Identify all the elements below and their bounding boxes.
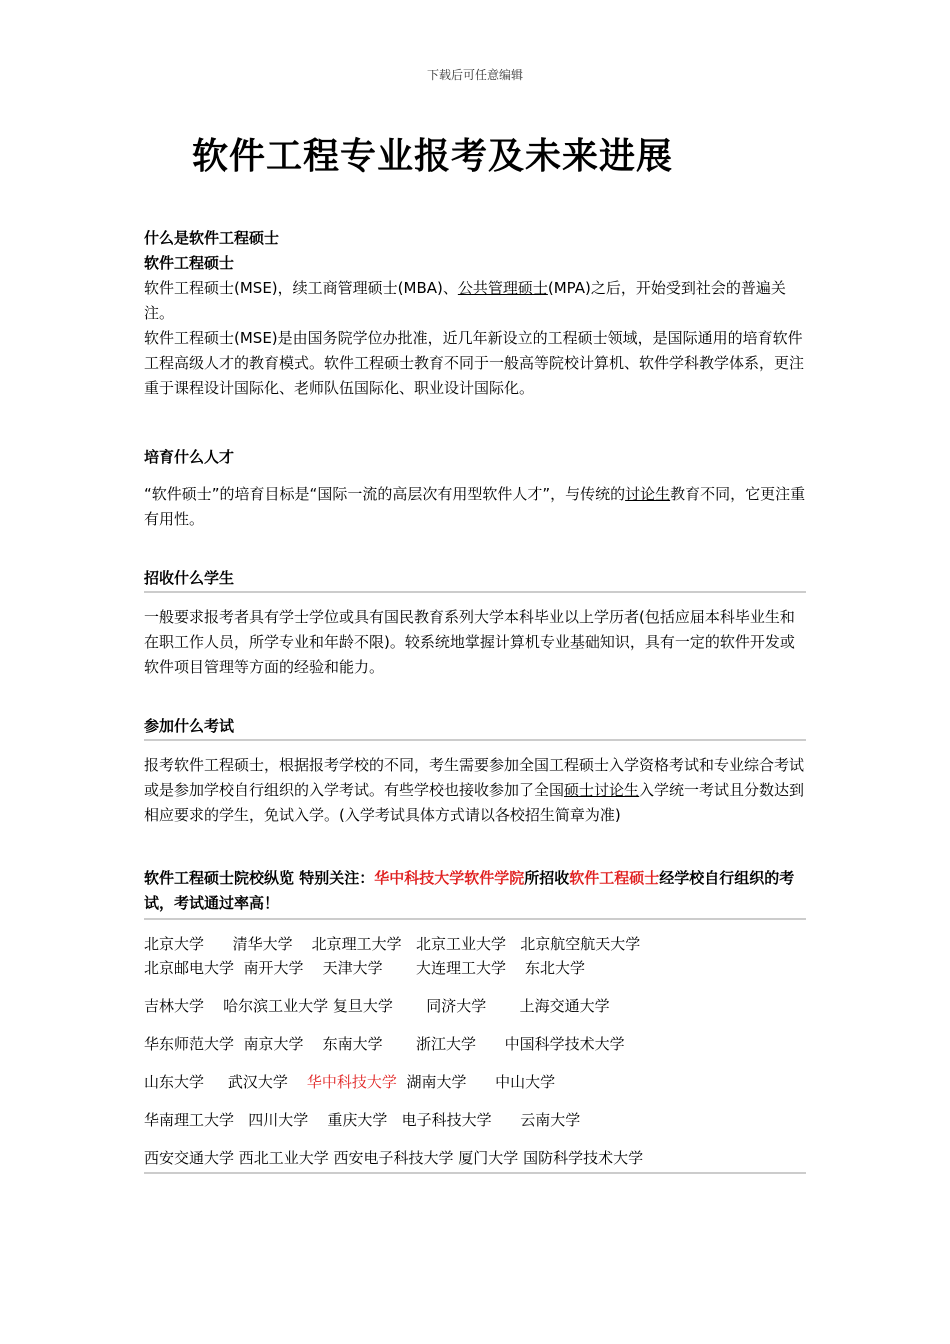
link-master-graduate[interactable]: 硕士讨论生 — [564, 781, 640, 799]
schools-heading-hust: 华中科技大学软件学院 — [374, 869, 525, 887]
school-row-5-b: 湖南大学 中山大学 — [396, 1073, 556, 1091]
school-row-7: 西安交通大学 西北工业大学 西安电子科技大学 厦门大学 国防科学技术大学 — [144, 1146, 806, 1174]
talent-text-a: “软件硕士”的培育目标是“国际一流的高层次有用型软件人才”，与传统的 — [144, 485, 626, 503]
section-heading-schools — [144, 866, 806, 920]
link-graduate-student[interactable]: 讨论生 — [625, 485, 671, 503]
exam-paragraph — [144, 753, 806, 828]
intro-paragraph — [144, 276, 806, 326]
school-row-6: 华南理工大学 四川大学 重庆大学 电子科技大学 云南大学 — [144, 1111, 581, 1129]
school-row-1: 北京大学 清华大学 北京理工大学 北京工业大学 北京航空航天大学 — [144, 935, 641, 953]
schools-heading-mse: 软件工程硕士 — [569, 869, 660, 887]
intro-text-b: (MPA)之后，开始受到社会的普遍关注。 — [144, 279, 786, 322]
section-heading-exam: 参加什么考试 — [144, 714, 806, 741]
section-heading-what-is-mse: 什么是软件工程硕士 — [144, 229, 280, 247]
talent-text-b: 教育不同，它更注重有用性。 — [144, 485, 806, 528]
students-paragraph: 一般要求报考者具有学士学位或具有国民教育系列大学本科毕业以上学历者(包括应届本科毕业生和在职工作人员，所学专业和年龄不限)。较系统地掌握计算机专业基础知识，具有一定的软件开发或软件项目管理等方面的经验和能力。 — [144, 608, 795, 676]
school-row-5 — [144, 1070, 806, 1094]
school-row-4: 华东师范大学 南京大学 东南大学 浙江大学 中国科学技术大学 — [144, 1035, 625, 1053]
school-row-5-a: 山东大学 武汉大学 — [144, 1073, 307, 1091]
school-row-3: 吉林大学 哈尔滨工业大学 复旦大学 同济大学 上海交通大学 — [144, 997, 610, 1015]
document-body — [144, 226, 806, 1174]
section-heading-students: 招收什么学生 — [144, 566, 806, 593]
school-row-2: 北京邮电大学 南开大学 天津大学 大连理工大学 东北大学 — [144, 959, 586, 977]
section-heading-talent: 培育什么人才 — [144, 448, 235, 466]
schools-heading-c: 经学校自行组织的考试，考试通过率高！ — [144, 869, 795, 912]
intro-text-a: 软件工程硕士(MSE)，续工商管理硕士(MBA)、 — [144, 279, 458, 297]
section-subheading-mse: 软件工程硕士 — [144, 254, 235, 272]
schools-heading-b: 所招收 — [524, 869, 570, 887]
page-title: 软件工程专业报考及未来进展 — [192, 136, 674, 177]
header-note: 下载后可任意编辑 — [426, 68, 523, 82]
talent-paragraph — [144, 482, 806, 532]
exam-text-b: 入学统一考试且分数达到相应要求的学生，免试入学。(入学考试具体方式请以各校招生简章为准) — [144, 781, 805, 824]
exam-text-a: 报考软件工程硕士，根据报考学校的不同，考生需要参加全国工程硕士入学资格考试和专业综合考试或是参加学校自行组织的入学考试。有些学校也接收参加了全国 — [144, 756, 805, 799]
school-hust: 华中科技大学 — [306, 1073, 397, 1091]
mse-description-paragraph: 软件工程硕士(MSE)是由国务院学位办批准，近几年新设立的工程硕士领域，是国际通用的培育软件工程高级人才的教育模式。软件工程硕士教育不同于一般高等院校计算机、软件学科教学体系，更注重于课程设计国际化、老师队伍国际化、职业设计国际化。 — [144, 329, 805, 397]
schools-heading-a: 软件工程硕士院校纵览 特别关注： — [144, 869, 375, 887]
link-mpa[interactable]: 公共管理硕士 — [457, 279, 548, 297]
